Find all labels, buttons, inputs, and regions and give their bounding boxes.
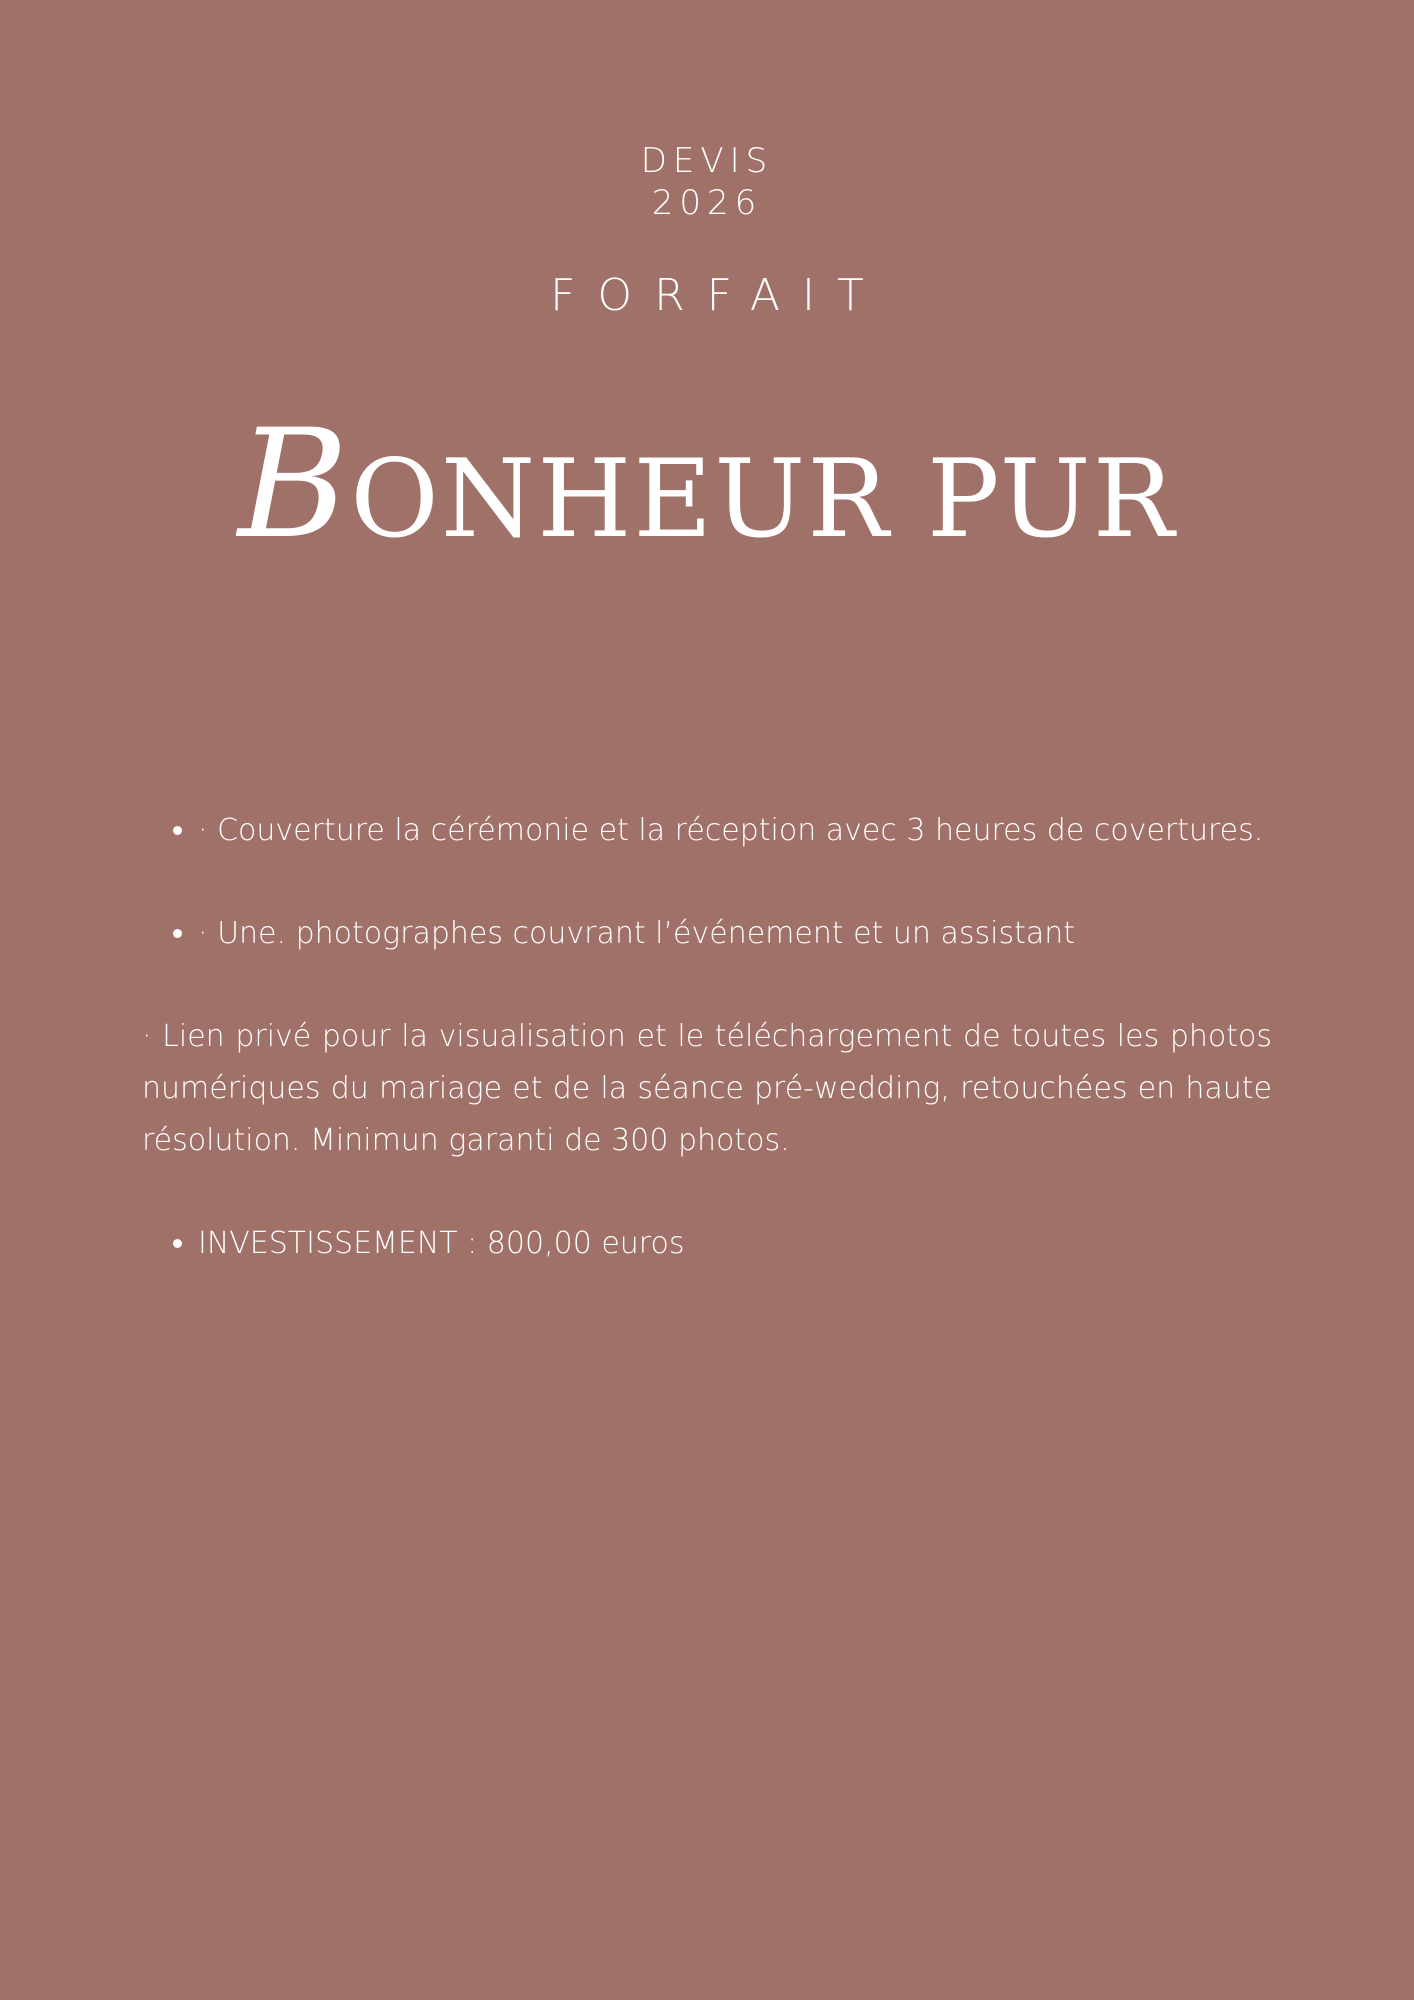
- features-list: [142, 805, 1272, 960]
- package-details: [142, 805, 1272, 1270]
- quote-year: 2026: [651, 183, 763, 223]
- feature-item-photographers: [198, 908, 1272, 960]
- investment-list: [142, 1218, 1272, 1270]
- private-link-paragraph: · Lien privé pour la visualisation et le téléchargement de toutes les photos numériques du mariage et de la séance pré-wedding, retouchées en haute résolution. Minimun garanti de 300 photos.: [142, 1019, 1272, 1158]
- package-title: [0, 398, 1414, 572]
- forfait-label: FORFAIT: [550, 270, 886, 321]
- package-title-rest: ONHEUR PUR: [350, 437, 1177, 562]
- package-title-initial: B: [237, 398, 351, 572]
- quote-header: [0, 140, 1414, 224]
- devis-label: DEVIS: [640, 141, 774, 181]
- feature-item-photographers-text: · Une. photographes couvrant l’événement et un assistant: [198, 916, 1076, 951]
- investment-item: • INVESTISSEMENT : 800,00 euros: [198, 1218, 1272, 1270]
- feature-item-coverage: • · Couverture la cérémonie et la réception avec 3 heures de covertures.: [198, 805, 1272, 857]
